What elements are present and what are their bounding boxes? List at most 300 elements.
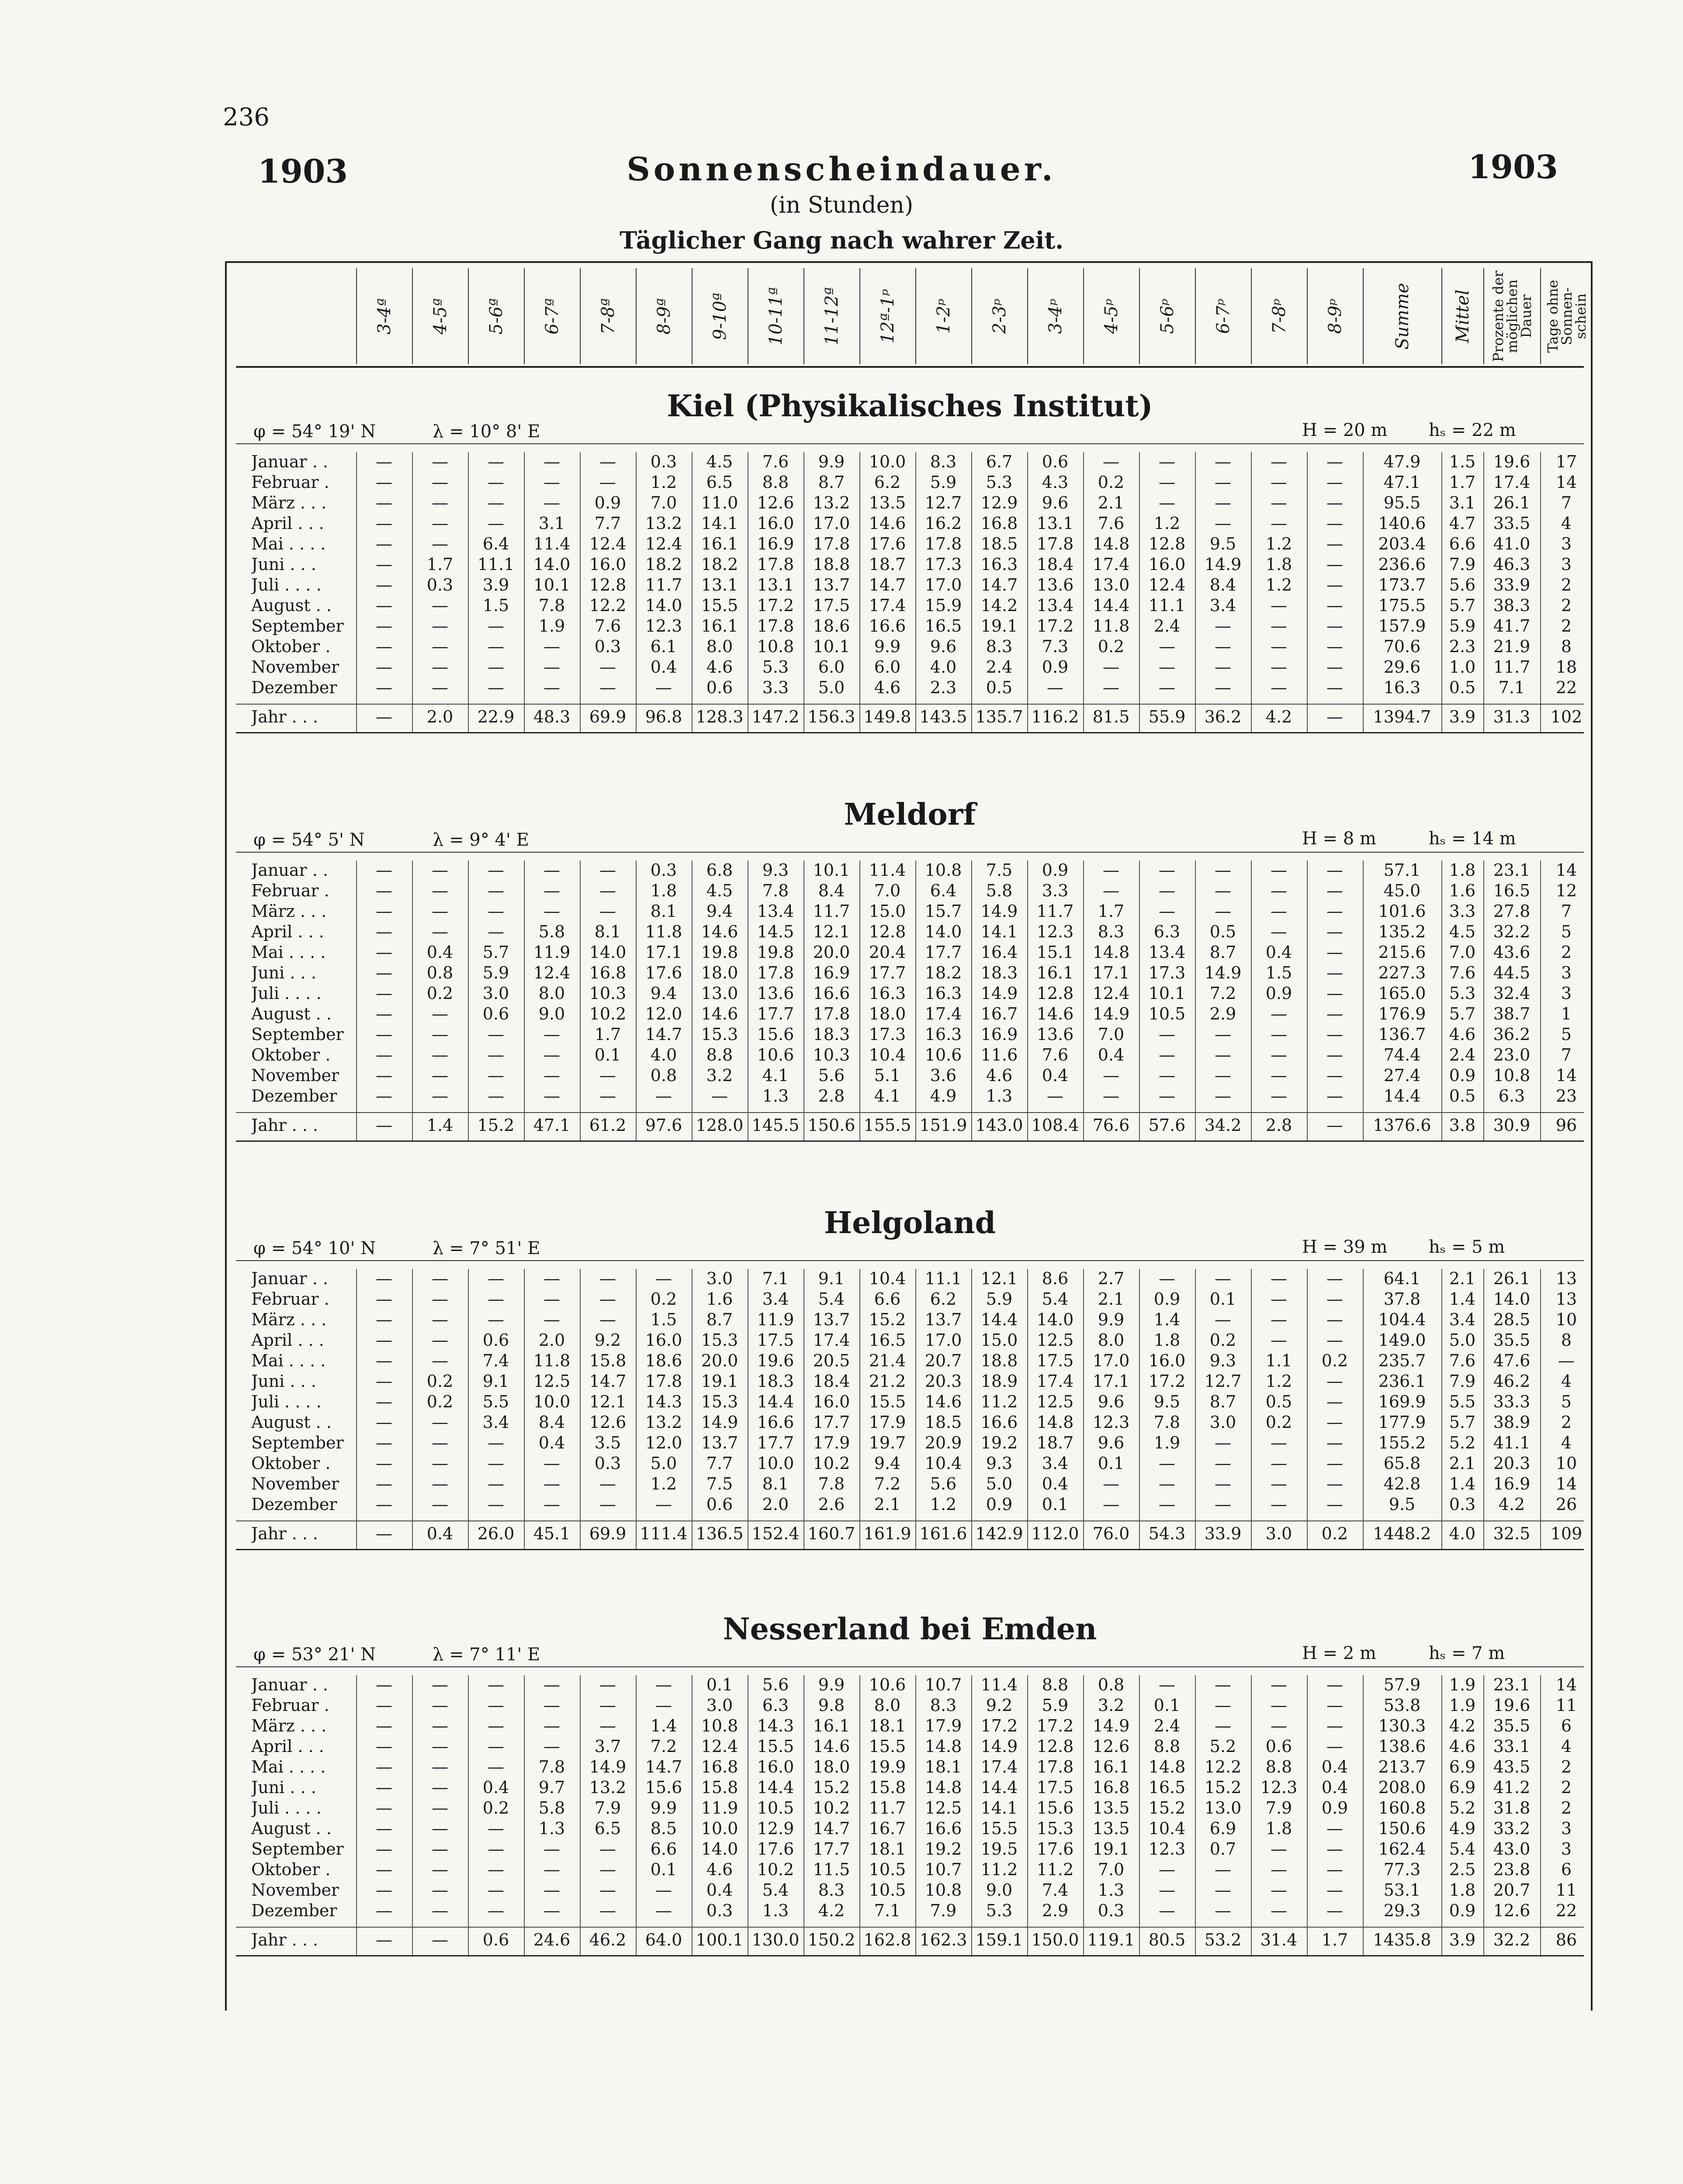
table-cell: 6.4: [482, 534, 509, 553]
table-cell: 21.9: [1493, 637, 1531, 656]
table-cell: —: [1159, 1066, 1175, 1085]
table-cell: 11.1: [1148, 596, 1186, 615]
table-cell: 10.4: [869, 1045, 906, 1064]
table-cell: 14.1: [701, 514, 738, 533]
table-cell: —: [488, 1045, 504, 1064]
table-cell: —: [599, 1880, 616, 1900]
table-cell: 13.0: [1092, 575, 1130, 594]
table-cell: 8.3: [930, 1696, 957, 1715]
column-header-label: Tage ohne Sonnen-schein: [1544, 280, 1589, 353]
table-cell: —: [1215, 1901, 1231, 1920]
table-cell: —: [432, 1675, 448, 1694]
table-cell: 6.3: [1498, 1086, 1525, 1106]
table-cell: 2.3: [930, 678, 957, 697]
table-cell: 0.1: [1209, 1289, 1236, 1309]
table-cell: 17.0: [925, 1330, 962, 1350]
table-cell: 14.6: [869, 514, 906, 533]
table-cell: 1.4: [426, 1116, 454, 1135]
column-header-20: [1441, 268, 1483, 364]
table-cell: —: [432, 1737, 448, 1756]
table-cell: —: [432, 1819, 448, 1838]
month-label: Jahr . . .: [251, 1524, 319, 1543]
table-cell: 3.1: [1449, 493, 1476, 512]
table-cell: 17.2: [980, 1716, 1018, 1735]
table-cell: 23: [1555, 1086, 1577, 1106]
table-row: [236, 1675, 1584, 1696]
table-cell: 17.7: [925, 943, 962, 962]
table-cell: 11.7: [1493, 657, 1531, 677]
table-cell: 32.5: [1493, 1524, 1531, 1543]
table-cell: —: [599, 473, 616, 492]
month-label: März . . .: [251, 1310, 327, 1329]
table-cell: —: [376, 1819, 392, 1838]
table-cell: —: [1047, 1086, 1063, 1106]
table-row: [236, 1696, 1584, 1716]
table-cell: —: [488, 922, 504, 941]
table-cell: —: [544, 1839, 560, 1859]
column-header-11: [915, 268, 971, 364]
table-cell: 31.4: [1260, 1930, 1298, 1949]
table-cell: 3.3: [1042, 881, 1069, 900]
table-cell: 95.5: [1383, 493, 1421, 512]
table-cell: 0.8: [1098, 1675, 1125, 1694]
table-cell: 235.7: [1378, 1351, 1426, 1370]
table-cell: 17.3: [1148, 963, 1186, 982]
table-cell: 16.5: [925, 616, 962, 636]
table-cell: 10.5: [757, 1798, 794, 1818]
table-cell: 17.1: [1092, 963, 1130, 982]
table-cell: 0.2: [1098, 637, 1125, 656]
table-cell: 17.8: [757, 555, 794, 574]
month-label: Jahr . . .: [251, 1116, 319, 1135]
table-cell: 10.4: [1148, 1819, 1186, 1838]
table-cell: 0.4: [706, 1880, 733, 1900]
table-cell: 108.4: [1031, 1116, 1079, 1135]
table-cell: 1.2: [650, 1474, 677, 1493]
table-row: [236, 984, 1584, 1004]
table-cell: —: [544, 473, 560, 492]
table-cell: 13.1: [757, 575, 794, 594]
table-cell: 30.9: [1493, 1116, 1531, 1135]
table-cell: —: [376, 1778, 392, 1797]
table-cell: 14.6: [701, 1004, 738, 1023]
table-cell: 11: [1555, 1880, 1577, 1900]
table-cell: 0.9: [1449, 1066, 1476, 1085]
table-cell: —: [599, 1066, 616, 1085]
table-cell: 150.6: [807, 1116, 855, 1135]
table-cell: 77.3: [1383, 1860, 1421, 1879]
table-cell: 12.4: [1148, 575, 1186, 594]
table-cell: 0.2: [650, 1289, 677, 1309]
month-label: Jahr . . .: [251, 1930, 319, 1949]
table-cell: —: [376, 860, 392, 880]
column-header-label: 7-8ᵖ: [1269, 298, 1289, 334]
table-cell: 6.1: [650, 637, 677, 656]
table-cell: 14.7: [645, 1025, 682, 1044]
table-cell: 15.0: [980, 1330, 1018, 1350]
table-cell: —: [432, 514, 448, 533]
table-cell: 3: [1561, 963, 1572, 982]
table-cell: 9.2: [986, 1696, 1013, 1715]
table-cell: 76.0: [1092, 1524, 1130, 1543]
table-cell: —: [1558, 1351, 1575, 1370]
table-cell: —: [376, 707, 392, 726]
table-cell: 19.6: [757, 1351, 794, 1370]
table-cell: 16.3: [1383, 678, 1421, 697]
table-cell: 12.6: [1493, 1901, 1531, 1920]
table-cell: —: [432, 1066, 448, 1085]
table-cell: 8.4: [818, 881, 845, 900]
table-cell: 3.4: [482, 1413, 509, 1432]
table-cell: 17.4: [1493, 473, 1531, 492]
table-cell: 7.8: [538, 596, 565, 615]
table-cell: 17.9: [869, 1413, 906, 1432]
table-cell: 10.2: [813, 1798, 850, 1818]
table-cell: 12.2: [589, 596, 627, 615]
table-cell: —: [1215, 1495, 1231, 1514]
table-cell: —: [1215, 1880, 1231, 1900]
table-cell: 16.9: [980, 1025, 1018, 1044]
table-cell: 13.2: [813, 493, 850, 512]
table-cell: —: [1159, 1454, 1175, 1473]
table-cell: 5.4: [818, 1289, 845, 1309]
table-cell: 17.6: [757, 1839, 794, 1859]
table-cell: —: [432, 881, 448, 900]
table-row: [236, 1392, 1584, 1413]
table-cell: 33.9: [1493, 575, 1531, 594]
table-cell: —: [376, 616, 392, 636]
table-cell: 17.2: [1036, 1716, 1074, 1735]
table-cell: —: [1326, 657, 1343, 677]
table-cell: 23.1: [1493, 860, 1531, 880]
table-cell: 18.8: [813, 555, 850, 574]
table-cell: 9.4: [874, 1454, 901, 1473]
table-cell: 18.2: [925, 963, 962, 982]
table-cell: 7.6: [1449, 963, 1476, 982]
table-cell: 14.5: [757, 922, 794, 941]
table-cell: —: [1326, 707, 1343, 726]
month-label: März . . .: [251, 1716, 327, 1735]
table-cell: 15.2: [869, 1310, 906, 1329]
table-cell: —: [376, 1351, 392, 1370]
table-cell: —: [1326, 678, 1343, 697]
table-cell: 10.0: [757, 1454, 794, 1473]
table-cell: 7.2: [650, 1737, 677, 1756]
table-cell: 9.2: [594, 1330, 621, 1350]
table-cell: 150.2: [807, 1930, 855, 1949]
table-cell: 0.3: [426, 575, 454, 594]
table-cell: —: [1215, 1675, 1231, 1694]
table-cell: —: [544, 493, 560, 512]
table-cell: 14: [1555, 1474, 1577, 1493]
table-cell: 6.5: [594, 1819, 621, 1838]
table-cell: 1.9: [1449, 1675, 1476, 1694]
table-cell: 1.8: [1153, 1330, 1181, 1350]
table-cell: 0.6: [1265, 1737, 1292, 1756]
table-cell: 100.1: [696, 1930, 744, 1949]
table-cell: —: [1271, 1433, 1287, 1452]
table-cell: 14.8: [1092, 534, 1130, 553]
table-cell: 7.6: [1449, 1351, 1476, 1370]
table-cell: —: [1271, 678, 1287, 697]
table-cell: 7.6: [1042, 1045, 1069, 1064]
table-cell: —: [599, 1474, 616, 1493]
table-cell: 16.9: [1493, 1474, 1531, 1493]
table-cell: —: [544, 1025, 560, 1044]
table-cell: 7: [1561, 1045, 1572, 1064]
table-cell: —: [488, 860, 504, 880]
table-cell: —: [1271, 1901, 1287, 1920]
table-row: [236, 1004, 1584, 1025]
table-cell: —: [544, 902, 560, 921]
page-title: Sonnenscheindauer.: [627, 151, 1056, 188]
table-cell: 135.2: [1378, 922, 1426, 941]
table-cell: 16.8: [1092, 1778, 1130, 1797]
table-cell: 7.6: [1098, 514, 1125, 533]
table-cell: 3.0: [706, 1269, 733, 1288]
table-cell: 3.4: [762, 1289, 789, 1309]
table-cell: —: [544, 1289, 560, 1309]
table-cell: —: [599, 902, 616, 921]
table-cell: —: [1271, 596, 1287, 615]
table-cell: 4.9: [930, 1086, 957, 1106]
table-cell: —: [376, 1880, 392, 1900]
table-cell: 64.1: [1383, 1269, 1421, 1288]
table-cell: 5: [1561, 922, 1572, 941]
table-cell: 13.1: [1036, 514, 1074, 533]
table-cell: 2.4: [1449, 1045, 1476, 1064]
table-cell: 8.7: [1209, 943, 1236, 962]
station-height: H = 2 m: [1302, 1643, 1376, 1663]
table-cell: 14.4: [1383, 1086, 1421, 1106]
table-cell: —: [488, 1860, 504, 1879]
table-cell: 10.5: [869, 1860, 906, 1879]
table-cell: —: [1271, 1269, 1287, 1288]
table-cell: 151.9: [919, 1116, 967, 1135]
table-cell: 12.4: [1092, 984, 1130, 1003]
table-cell: 5.5: [482, 1392, 509, 1411]
month-label: Juni . . .: [251, 963, 316, 982]
table-cell: 17.4: [925, 1004, 962, 1023]
column-header-13: [1027, 268, 1083, 364]
table-cell: —: [599, 452, 616, 471]
table-cell: 175.5: [1378, 596, 1426, 615]
station-section: [236, 797, 1584, 1190]
table-cell: 17.5: [1036, 1351, 1074, 1370]
month-label: Januar . .: [251, 860, 328, 880]
table-cell: —: [655, 1880, 672, 1900]
table-cell: 3: [1561, 1819, 1572, 1838]
table-cell: 1.7: [426, 555, 454, 574]
table-cell: 14.9: [589, 1757, 627, 1776]
table-cell: 0.4: [1098, 1045, 1125, 1064]
table-cell: 16.9: [813, 963, 850, 982]
table-cell: —: [1159, 678, 1175, 697]
table-cell: 8.8: [1265, 1757, 1292, 1776]
column-header-15: [1139, 268, 1195, 364]
table-cell: 14: [1555, 473, 1577, 492]
table-cell: —: [1326, 534, 1343, 553]
table-cell: 2: [1561, 943, 1572, 962]
month-label: November: [251, 1066, 339, 1085]
table-cell: 14: [1555, 1066, 1577, 1085]
table-cell: 18.6: [645, 1351, 682, 1370]
table-cell: 69.9: [589, 707, 627, 726]
table-cell: —: [1159, 902, 1175, 921]
table-cell: 5.2: [1209, 1737, 1236, 1756]
table-cell: 9.7: [538, 1778, 565, 1797]
table-cell: —: [1215, 473, 1231, 492]
table-cell: 161.6: [919, 1524, 967, 1543]
month-label: Februar .: [251, 1289, 329, 1309]
month-label: November: [251, 657, 339, 677]
table-cell: 11.7: [869, 1798, 906, 1818]
month-label: April . . .: [251, 514, 324, 533]
table-cell: 5.7: [1449, 596, 1476, 615]
table-cell: —: [599, 1716, 616, 1735]
table-cell: 20.0: [701, 1351, 738, 1370]
table-cell: —: [1047, 678, 1063, 697]
table-cell: —: [432, 1269, 448, 1288]
table-cell: 3.2: [1098, 1696, 1125, 1715]
table-cell: —: [376, 1372, 392, 1391]
table-cell: 64.0: [645, 1930, 682, 1949]
table-cell: 142.9: [975, 1524, 1023, 1543]
table-cell: —: [376, 1901, 392, 1920]
table-cell: —: [376, 1330, 392, 1350]
table-cell: —: [488, 1757, 504, 1776]
table-cell: —: [376, 984, 392, 1003]
table-cell: 18.4: [1036, 555, 1074, 574]
table-cell: 6.5: [706, 473, 733, 492]
table-cell: 10.2: [589, 1004, 627, 1023]
station-hs: hₛ = 5 m: [1429, 1237, 1505, 1257]
month-label: Februar .: [251, 473, 329, 492]
table-cell: 10.8: [925, 1880, 962, 1900]
table-cell: 16.6: [757, 1413, 794, 1432]
table-cell: 14.1: [980, 922, 1018, 941]
table-cell: 10.1: [813, 860, 850, 880]
table-cell: 4.2: [1498, 1495, 1525, 1514]
table-row: [236, 1330, 1584, 1351]
table-cell: 65.8: [1383, 1454, 1421, 1473]
table-cell: —: [1159, 881, 1175, 900]
table-cell: 10: [1555, 1454, 1577, 1473]
table-cell: 15.9: [925, 596, 962, 615]
month-label: Oktober .: [251, 1045, 331, 1064]
table-cell: —: [1326, 1086, 1343, 1106]
table-row: [236, 1269, 1584, 1289]
column-header-8: [748, 268, 803, 364]
table-cell: 16.6: [925, 1819, 962, 1838]
table-cell: 11.0: [701, 493, 738, 512]
table-cell: 8.0: [874, 1696, 901, 1715]
table-cell: 15.5: [980, 1819, 1018, 1838]
month-label: Dezember: [251, 1086, 337, 1106]
month-label: November: [251, 1880, 339, 1900]
column-header-1: [356, 268, 412, 364]
table-cell: —: [1326, 1454, 1343, 1473]
table-cell: —: [1326, 1860, 1343, 1879]
table-cell: 17.8: [645, 1372, 682, 1391]
table-cell: 10.6: [925, 1045, 962, 1064]
column-header-label: 5-6ᵖ: [1157, 298, 1177, 334]
table-cell: 12.4: [701, 1737, 738, 1756]
table-cell: —: [432, 596, 448, 615]
table-cell: 10.5: [1148, 1004, 1186, 1023]
table-cell: 17.4: [1092, 555, 1130, 574]
table-cell: 20.3: [925, 1372, 962, 1391]
table-cell: 9.0: [538, 1004, 565, 1023]
table-cell: 1.8: [1449, 1880, 1476, 1900]
table-cell: 1.6: [706, 1289, 733, 1309]
table-cell: 0.4: [426, 1524, 454, 1543]
table-cell: —: [432, 1839, 448, 1859]
table-cell: 3.4: [1449, 1310, 1476, 1329]
table-cell: 7.9: [594, 1798, 621, 1818]
table-cell: 9.3: [762, 860, 789, 880]
table-cell: —: [376, 1310, 392, 1329]
month-label: September: [251, 1839, 344, 1859]
month-label: Juni . . .: [251, 1372, 316, 1391]
table-cell: —: [1326, 860, 1343, 880]
table-cell: 5.0: [1449, 1330, 1476, 1350]
table-cell: 12.3: [1260, 1778, 1298, 1797]
table-cell: —: [599, 1310, 616, 1329]
table-cell: 7.1: [874, 1901, 901, 1920]
table-cell: 8.1: [594, 922, 621, 941]
table-cell: 17.8: [757, 616, 794, 636]
table-cell: —: [376, 657, 392, 677]
table-cell: —: [1215, 1269, 1231, 1288]
table-cell: 150.0: [1031, 1930, 1079, 1949]
table-cell: —: [599, 1901, 616, 1920]
table-cell: 17.8: [813, 1004, 850, 1023]
table-cell: 97.6: [645, 1116, 682, 1135]
table-cell: —: [1271, 902, 1287, 921]
table-cell: —: [544, 452, 560, 471]
table-cell: —: [488, 493, 504, 512]
table-cell: 8.3: [930, 452, 957, 471]
table-cell: 2.1: [1449, 1454, 1476, 1473]
table-cell: 21.2: [869, 1372, 906, 1391]
table-cell: 8.1: [762, 1474, 789, 1493]
table-cell: —: [1271, 1454, 1287, 1473]
table-cell: 13: [1555, 1289, 1577, 1309]
table-cell: —: [1215, 616, 1231, 636]
table-cell: 14.9: [980, 984, 1018, 1003]
table-cell: 1.6: [1449, 881, 1476, 900]
table-cell: —: [1326, 1310, 1343, 1329]
table-cell: —: [1215, 678, 1231, 697]
table-cell: 2.0: [426, 707, 454, 726]
month-label: April . . .: [251, 1330, 324, 1350]
table-cell: 12.6: [589, 1413, 627, 1432]
table-cell: 3: [1561, 555, 1572, 574]
table-cell: 1376.6: [1373, 1116, 1431, 1135]
table-cell: 57.6: [1148, 1116, 1186, 1135]
table-cell: 135.7: [975, 707, 1023, 726]
table-cell: 23.8: [1493, 1860, 1531, 1879]
column-header-label: 11-12ª: [822, 287, 842, 346]
table-cell: 5.9: [482, 963, 509, 982]
table-cell: 156.3: [807, 707, 855, 726]
column-header-label: 6-7ᵖ: [1213, 298, 1233, 334]
table-cell: 4.6: [874, 678, 901, 697]
month-label: Jahr . . .: [251, 707, 319, 726]
table-cell: —: [1159, 1045, 1175, 1064]
table-cell: —: [544, 1310, 560, 1329]
